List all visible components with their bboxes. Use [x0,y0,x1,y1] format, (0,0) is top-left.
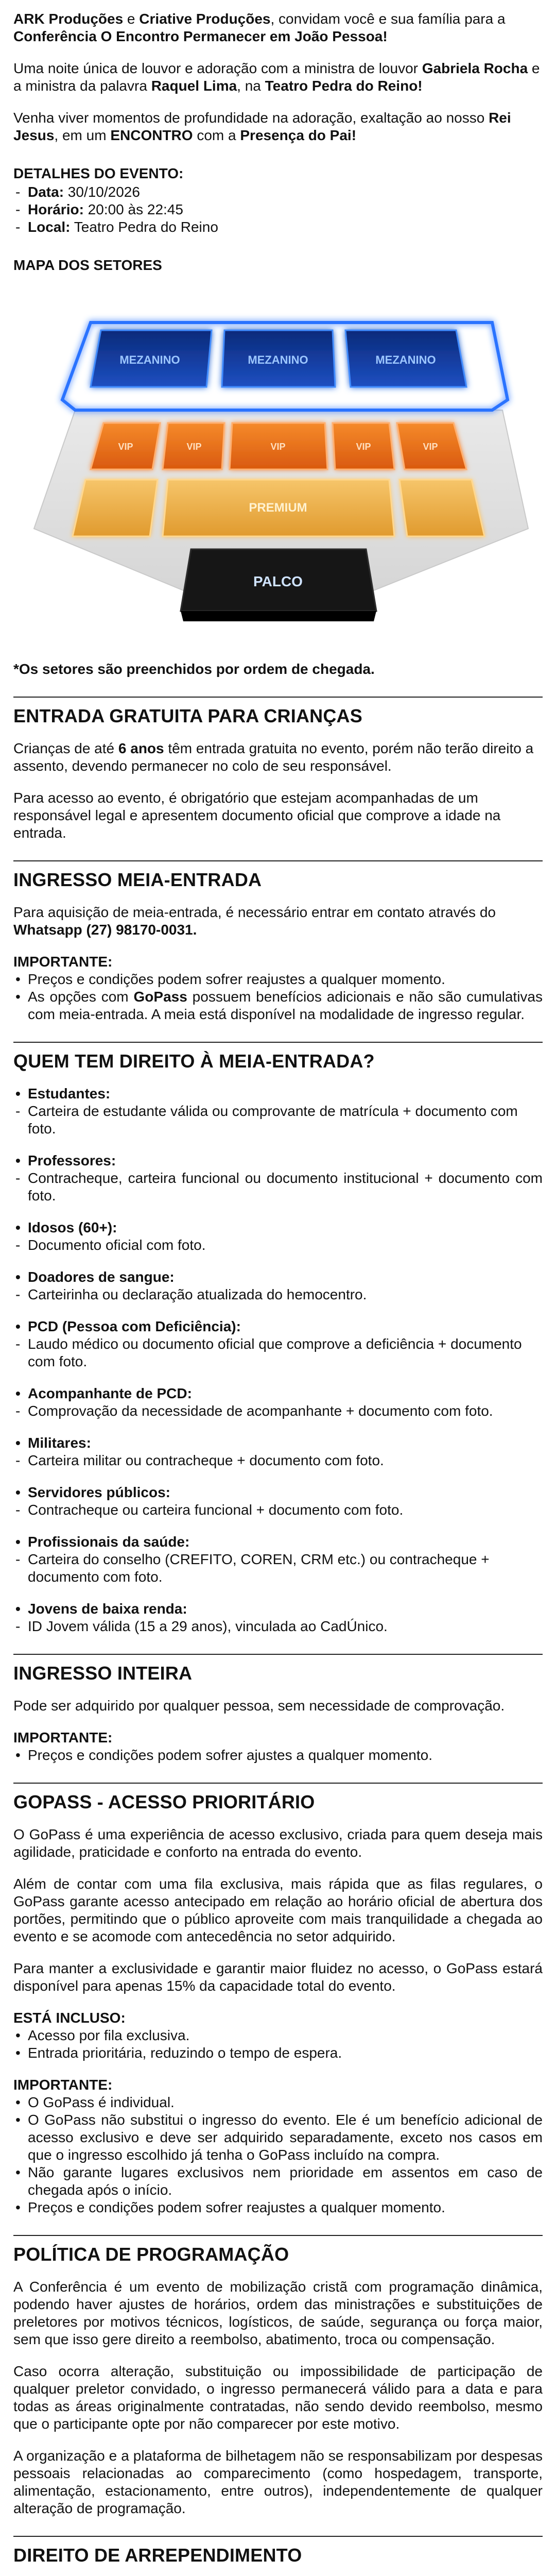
section-criancas [13,697,543,842]
item-desc: - Carteira de estudante válida ou comprovante de matrícula + documento com foto. [13,1103,543,1138]
intro-text: e [123,11,140,27]
svg-text:VIP: VIP [118,442,133,452]
meia-notes [13,971,543,1023]
list-item [13,1385,543,1420]
included-label [13,2009,543,2027]
item-title: • Estudantes: [13,1085,543,1103]
list-item: • Preços e condições podem sofrer reajustes a qualquer momento. [13,2199,543,2216]
section-title: QUEM TEM DIREITO À MEIA-ENTRADA? [13,1050,375,1072]
intro-paragraph-1 [13,10,543,45]
sector-map-graphic [13,281,543,652]
list-item: • Preços e condições podem sofrer ajustes a qualquer momento. [13,1747,543,1764]
list-item [13,1600,543,1635]
list-item: • O GoPass é individual. [13,2094,543,2111]
list-item [13,1318,543,1370]
event-details [13,165,543,236]
list-item: • Acesso por fila exclusiva. [13,2027,543,2044]
intro-text: , convidam você e sua família para a [270,11,506,27]
detail-value: Teatro Pedra do Reino [70,219,218,235]
list-item: • Preços e condições podem sofrer reajustes a qualquer momento. [13,971,543,988]
intro-text: , na [237,78,265,94]
item-desc: - Contracheque ou carteira funcional + documento com foto. [13,1501,543,1519]
gopass-notes [13,2094,543,2216]
event-name: Conferência O Encontro Permanecer em João Pessoa! [13,28,388,44]
intro-text: com a [193,127,240,143]
svg-text:VIP: VIP [423,442,438,452]
svg-text:VIP: VIP [356,442,371,452]
important-label [13,1729,543,1747]
criancas-paragraph-2: Para acesso ao evento, é obrigatório que estejam acompanhadas de um responsável legal e apresentem documento oficial que comprove a idade na entrada. [13,790,501,841]
gopass-paragraph-1: O GoPass é uma experiência de acesso exclusivo, criada para quem deseja mais agilidade, praticidade e conforto na entrada do evento. [13,1826,543,1860]
svg-text:VIP: VIP [186,442,202,452]
detail-value: 20:00 às 22:45 [83,201,183,217]
svg-text:MEZANINO: MEZANINO [248,353,308,366]
detail-value: 30/10/2026 [64,184,140,200]
details-title: DETALHES DO EVENTO: [13,165,184,181]
whatsapp-contact: Whatsapp (27) 98170-0031. [13,922,197,938]
list-item [13,1152,543,1205]
vip-sector-5 [397,423,466,469]
item-title: • PCD (Pessoa com Deficiência): [13,1318,543,1335]
detail-time [13,201,543,218]
vip-sector-3 [230,423,327,469]
venue-name: Teatro Pedra do Reino! [265,78,423,94]
list-item [13,1085,543,1138]
detail-label: Local: [28,219,71,235]
sector-map [13,281,543,656]
item-desc: - Carteira militar ou contracheque + documento com foto. [13,1452,543,1469]
detail-place [13,218,543,236]
item-desc: - Carteirinha ou declaração atualizada do hemocentro. [13,1286,543,1303]
section-meia-entrada [13,860,543,1023]
preacher-name: Raquel Lima [151,78,237,94]
intro-highlight: Rei Jesus [13,110,511,143]
org-name-2: Criative Produções [139,11,271,27]
text: Crianças de até [13,740,118,756]
vip-sector-1 [91,423,160,469]
svg-text:PREMIUM: PREMIUM [249,501,307,515]
item-title: • Doadores de sangue: [13,1268,543,1286]
list-item [13,1533,543,1586]
important-text: IMPORTANTE: [13,2077,113,2093]
intro-paragraph-3 [13,109,543,144]
detail-date [13,183,543,201]
list-item [13,1484,543,1519]
item-title: • Idosos (60+): [13,1219,543,1236]
svg-text:VIP: VIP [270,442,286,452]
gopass-paragraph-2: Além de contar com uma fila exclusiva, mais rápida que as filas regulares, o GoPass garante acesso antecipado em relação ao horário oficial de abertura dos portões, permitindo que o público aproveite com mais tranquilidade a chegada ao evento e se acomode com antecedência no setor adquirido. [13,1876,543,1944]
gopass-included [13,2027,543,2062]
important-text: IMPORTANTE: [13,954,113,970]
vip-sector-2 [163,423,224,469]
item-desc: - Contracheque, carteira funcional ou documento institucional + documento com foto. [13,1170,543,1205]
politica-paragraph-2: Caso ocorra alteração, substituição ou impossibilidade de participação de qualquer preletor convidado, o ingresso permanecerá válido para a data e para todas as áreas originalmente contratadas, não sendo devido reembolso, mesmo que o participante opte por não comparecer por este motivo. [13,2363,543,2432]
section-quem-tem-direito [13,1042,543,1635]
detail-label: Data: [28,184,64,200]
org-name-1: ARK Produções [13,11,124,27]
text: têm entrada gratuita no evento, porém não terão direito a assento, devendo permanecer no colo de seu responsável. [13,740,534,774]
list-item [13,1434,543,1469]
important-text: IMPORTANTE: [13,1730,113,1745]
inteira-paragraph: Pode ser adquirido por qualquer pessoa, sem necessidade de comprovação. [13,1698,505,1714]
intro-paragraph-2 [13,60,543,95]
important-label [13,2076,543,2094]
premium-sector [73,480,484,536]
included-text: ESTÁ INCLUSO: [13,2010,126,2026]
section-politica [13,2235,543,2517]
beneficiary-list [13,1085,543,1635]
intro-highlight: ENCONTRO [110,127,193,143]
map-title: MAPA DOS SETORES [13,257,162,273]
text: possuem benefícios adicionais e não são cumulativas com meia-entrada. A meia está disponível na modalidade de ingresso regular. [28,989,543,1022]
svg-text:PALCO: PALCO [253,573,303,589]
section-gopass [13,1783,543,2216]
item-title: • Militares: [13,1434,543,1452]
section-title: INGRESSO MEIA-ENTRADA [13,869,262,890]
svg-text:MEZANINO: MEZANINO [119,353,180,366]
section-title: GOPASS - ACESSO PRIORITÁRIO [13,1791,315,1812]
intro-text: Uma noite única de louvor e adoração com a ministra de louvor [13,60,422,76]
map-note: *Os setores são preenchidos por ordem de chegada. [13,661,375,677]
age-highlight: 6 anos [118,740,164,756]
item-title: • Jovens de baixa renda: [13,1600,543,1618]
section-title: DIREITO DE ARREPENDIMENTO [13,2545,302,2566]
item-title: • Acompanhante de PCD: [13,1385,543,1402]
gopass-highlight: GoPass [133,989,187,1005]
item-desc: - ID Jovem válida (15 a 29 anos), vinculada ao CadÚnico. [13,1618,543,1635]
minister-name: Gabriela Rocha [422,60,528,76]
list-item: • Entrada prioritária, reduzindo o tempo de espera. [13,2044,543,2062]
intro-text: e a ministra da palavra [13,60,540,94]
vip-sector-4 [333,423,394,469]
important-label [13,953,543,971]
details-list [13,183,543,236]
item-desc: - Documento oficial com foto. [13,1236,543,1254]
mezanino-sector-1 [91,330,212,387]
text: Para aquisição de meia-entrada, é necessário entrar em contato através do [13,904,496,920]
section-title: ENTRADA GRATUITA PARA CRIANÇAS [13,705,362,726]
intro-highlight: Presença do Pai! [240,127,357,143]
meia-paragraph [13,904,543,939]
intro-text: Venha viver momentos de profundidade na adoração, exaltação ao nosso [13,110,489,126]
item-desc: - Comprovação da necessidade de acompanhante + documento com foto. [13,1402,543,1420]
list-item: • Não garante lugares exclusivos nem prioridade em assentos em caso de chegada após o início. [13,2164,543,2199]
inteira-notes [13,1747,543,1764]
section-title: POLÍTICA DE PROGRAMAÇÃO [13,2244,289,2265]
list-item [13,1268,543,1303]
item-title: • Profissionais da saúde: [13,1533,543,1551]
section-title: INGRESSO INTEIRA [13,1663,193,1684]
gopass-paragraph-3: Para manter a exclusividade e garantir maior fluidez no acesso, o GoPass estará disponível para apenas 15% da capacidade total do evento. [13,1960,543,1994]
item-title: • Professores: [13,1152,543,1170]
section-arrependimento [13,2536,543,2576]
section-inteira [13,1654,543,1764]
svg-text:MEZANINO: MEZANINO [375,353,436,366]
criancas-paragraph-1 [13,740,543,775]
politica-paragraph-1: A Conferência é um evento de mobilização cristã com programação dinâmica, podendo haver ajustes de horários, ordem das ministrações e substituições de preletores por motivos técnicos, logísticos, de saúde, segurança ou força maior, sem que isso gere direito a reembolso, abatimento, troca ou compensação. [13,2279,543,2347]
list-item: • O GoPass não substitui o ingresso do evento. Ele é um benefício adicional de acesso exclusivo e deve ser adquirido separadamente, exceto nos casos em que o ingresso escolhido já tenha o GoPass incluído na compra. [13,2111,543,2164]
item-desc: - Laudo médico ou documento oficial que comprove a deficiência + documento com foto. [13,1335,543,1370]
stage-sector [181,549,376,621]
detail-label: Horário: [28,201,84,217]
item-title: • Servidores públicos: [13,1484,543,1501]
list-item [13,1219,543,1254]
intro-text: , em um [54,127,111,143]
list-item [13,988,543,1023]
mezanino-sector-3 [345,330,466,387]
intro [13,10,543,144]
politica-paragraph-3: A organização e a plataforma de bilhetagem não se responsabilizam por despesas pessoais relacionadas ao comparecimento (como hospedagem, transporte, alimentação, estacionamento, entre outros), independentemente de qualquer alteração de programação. [13,2448,543,2516]
item-desc: - Carteira do conselho (CREFITO, COREN, CRM etc.) ou contracheque + documento com foto. [13,1551,543,1586]
text: As opções com [28,989,134,1005]
mezanino-sector-2 [222,330,335,387]
